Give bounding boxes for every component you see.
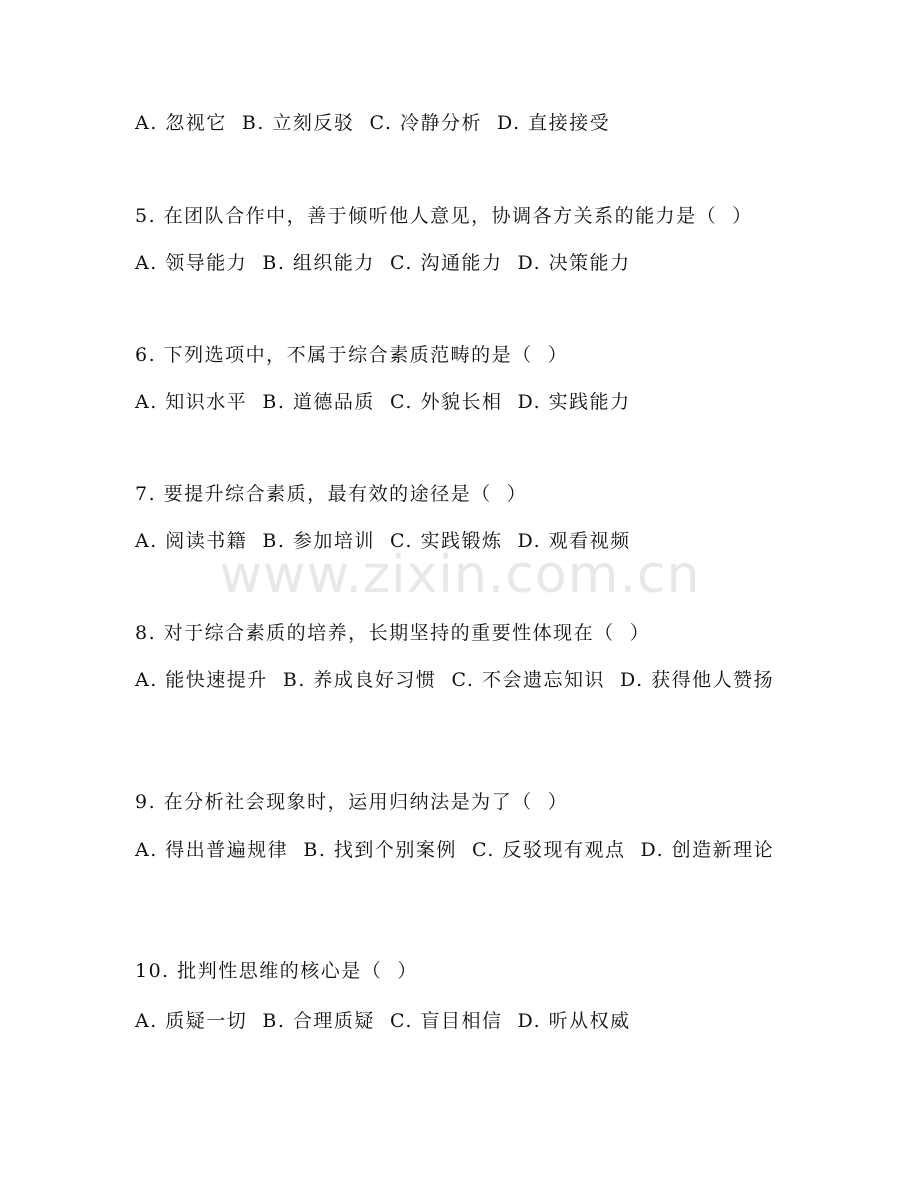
q10-options: A. 质疑一切 B. 合理质疑 C. 盲目相信 D. 听从权威	[135, 1010, 631, 1032]
q9-question: 9. 在分析社会现象时，运用归纳法是为了（ ）	[135, 791, 569, 813]
q5-question: 5. 在团队合作中，善于倾听他人意见，协调各方关系的能力是（ ）	[135, 205, 753, 227]
q10-question: 10. 批判性思维的核心是（ ）	[135, 960, 418, 982]
q8-question: 8. 对于综合素质的培养，长期坚持的重要性体现在（ ）	[135, 622, 651, 644]
q7-question: 7. 要提升综合素质，最有效的途径是（ ）	[135, 483, 528, 505]
q8-options: A. 能快速提升 B. 养成良好习惯 C. 不会遗忘知识 D. 获得他人赞扬	[135, 669, 775, 691]
q5-options: A. 领导能力 B. 组织能力 C. 沟通能力 D. 决策能力	[135, 252, 631, 274]
q7-options: A. 阅读书籍 B. 参加培训 C. 实践锻炼 D. 观看视频	[135, 530, 631, 552]
q6-options: A. 知识水平 B. 道德品质 C. 外貌长相 D. 实践能力	[135, 391, 631, 413]
q6-question: 6. 下列选项中，不属于综合素质范畴的是（ ）	[135, 344, 569, 366]
watermark: www.zixin.com.cn	[219, 545, 701, 605]
q4-options: A. 忽视它 B. 立刻反驳 C. 冷静分析 D. 直接接受	[135, 112, 611, 134]
q9-options: A. 得出普遍规律 B. 找到个别案例 C. 反驳现有观点 D. 创造新理论	[135, 839, 775, 861]
